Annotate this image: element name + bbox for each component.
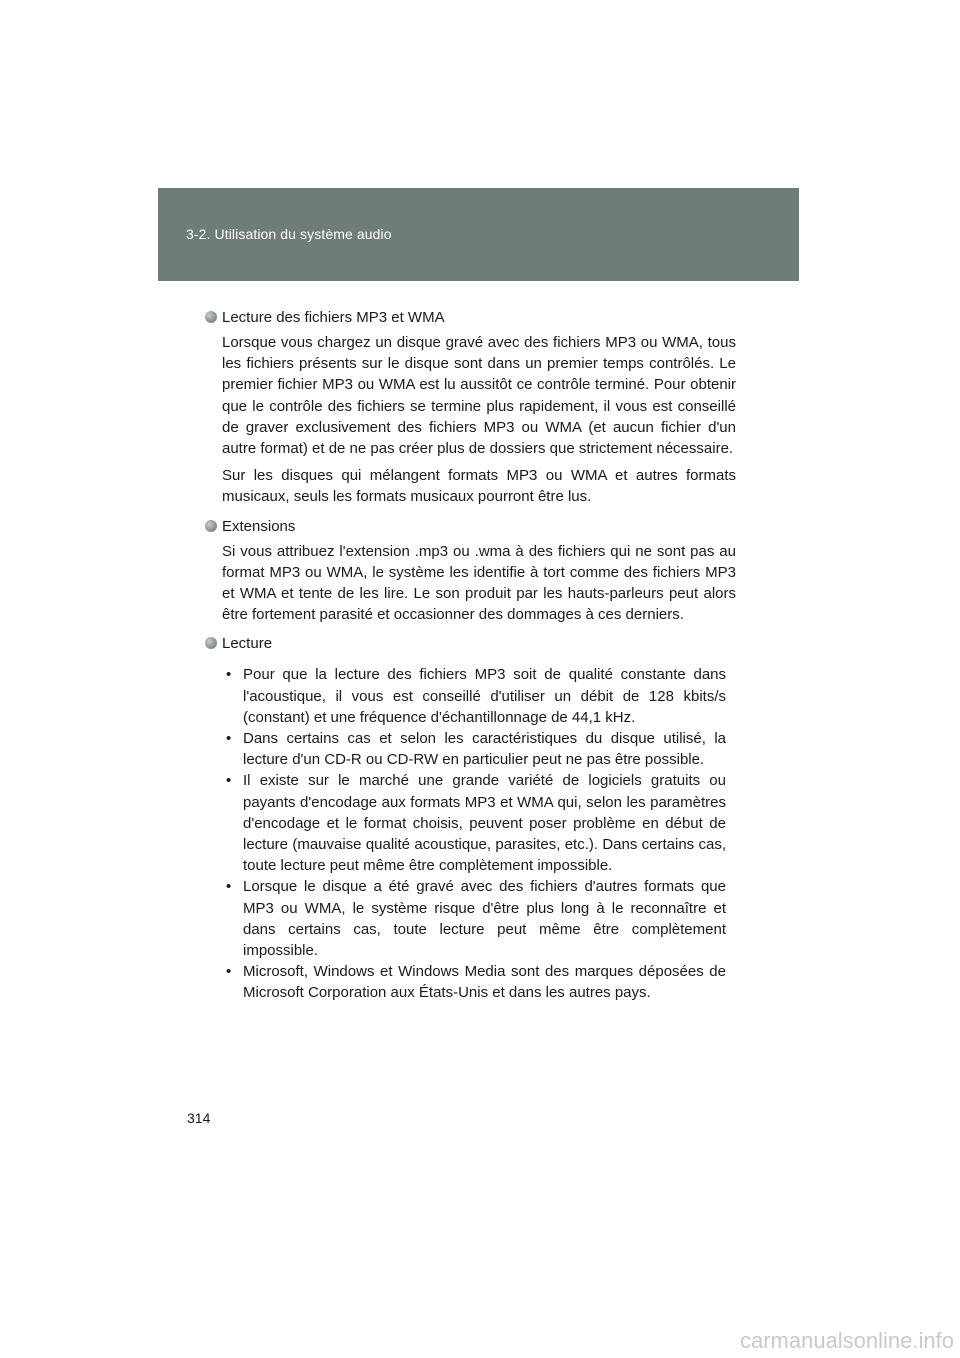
list-marker: • bbox=[226, 772, 232, 790]
list-marker: • bbox=[226, 878, 232, 896]
section-heading-text: Extensions bbox=[222, 517, 296, 535]
page-content bbox=[222, 307, 736, 1004]
round-bullet-icon bbox=[205, 520, 217, 532]
chapter-title: 3-2. Utilisation du système audio bbox=[186, 226, 392, 242]
list-item: • Lorsque le disque a été gravé avec des fichiers d'autres formats que MP3 ou WMA, le système risque d'être plus long à le reconnaître et dans certains cas, toute lecture peut même être complètement impossible. bbox=[226, 878, 726, 960]
site-watermark: carmanualsonline.info bbox=[739, 1328, 954, 1353]
page-number: 314 bbox=[187, 1110, 211, 1126]
round-bullet-icon bbox=[205, 311, 217, 323]
paragraph: Si vous attribuez l'extension .mp3 ou .wma à des fichiers qui ne sont pas au format MP3 ou WMA, le système les identifie à tort comme des fichiers MP3 et WMA et tente de les lire. Le son produit par les hauts-parleurs peut alors être fortement parasité et occasionner des dommages à ces derniers. bbox=[222, 542, 736, 624]
paragraph: Lorsque vous chargez un disque gravé avec des fichiers MP3 ou WMA, tous les fichiers présents sur le disque sont dans un premier temps contrôlés. Le premier fichier MP3 ou WMA est lu aussitôt ce contrôle terminé. Pour obtenir que le contrôle des fichiers se termine plus rapidement, il vous est conseillé de graver exclusivement des fichiers MP3 ou WMA (et aucun fichier d'un autre format) et de ne pas créer plus de dossiers que strictement nécessaire. bbox=[222, 334, 736, 458]
round-bullet-icon bbox=[205, 637, 217, 649]
list-marker: • bbox=[226, 730, 232, 748]
list-item: • Dans certains cas et selon les caractéristiques du disque utilisé, la lecture d'un CD-R ou CD-RW en particulier peut ne pas être possible. bbox=[226, 730, 726, 769]
section-heading-text: Lecture des fichiers MP3 et WMA bbox=[222, 309, 445, 326]
list-marker: • bbox=[226, 963, 232, 981]
section-heading-text: Lecture bbox=[222, 635, 273, 653]
section-lecture bbox=[222, 633, 736, 1003]
section-extensions bbox=[222, 516, 736, 626]
list-marker: • bbox=[226, 666, 232, 684]
list-item: • Microsoft, Windows et Windows Media sont des marques déposées de Microsoft Corporation aux États-Unis et dans les autres pays. bbox=[226, 963, 726, 1002]
section-heading bbox=[222, 307, 736, 328]
section-mp3-wma-playback bbox=[222, 307, 736, 508]
section-heading bbox=[222, 516, 736, 537]
lecture-notes-list bbox=[222, 664, 736, 1003]
paragraph: Sur les disques qui mélangent formats MP3 ou WMA et autres formats musicaux, seuls les formats musicaux pourront être lus. bbox=[222, 467, 736, 506]
chapter-header-band bbox=[158, 188, 799, 281]
list-item: • Pour que la lecture des fichiers MP3 soit de qualité constante dans l'acoustique, il vous est conseillé d'utiliser un débit de 128 kbits/s (constant) et une fréquence d'échantillonnage de 44,1 kHz. bbox=[226, 666, 726, 726]
section-heading bbox=[222, 633, 736, 654]
list-item: • Il existe sur le marché une grande variété de logiciels gratuits ou payants d'encodage aux formats MP3 et WMA qui, selon les paramètres d'encodage et le format choisis, peuvent poser problème en début de lecture (mauvaise qualité acoustique, parasites, etc.). Dans certains cas, toute lecture peut même être complètement impossible. bbox=[226, 772, 726, 875]
